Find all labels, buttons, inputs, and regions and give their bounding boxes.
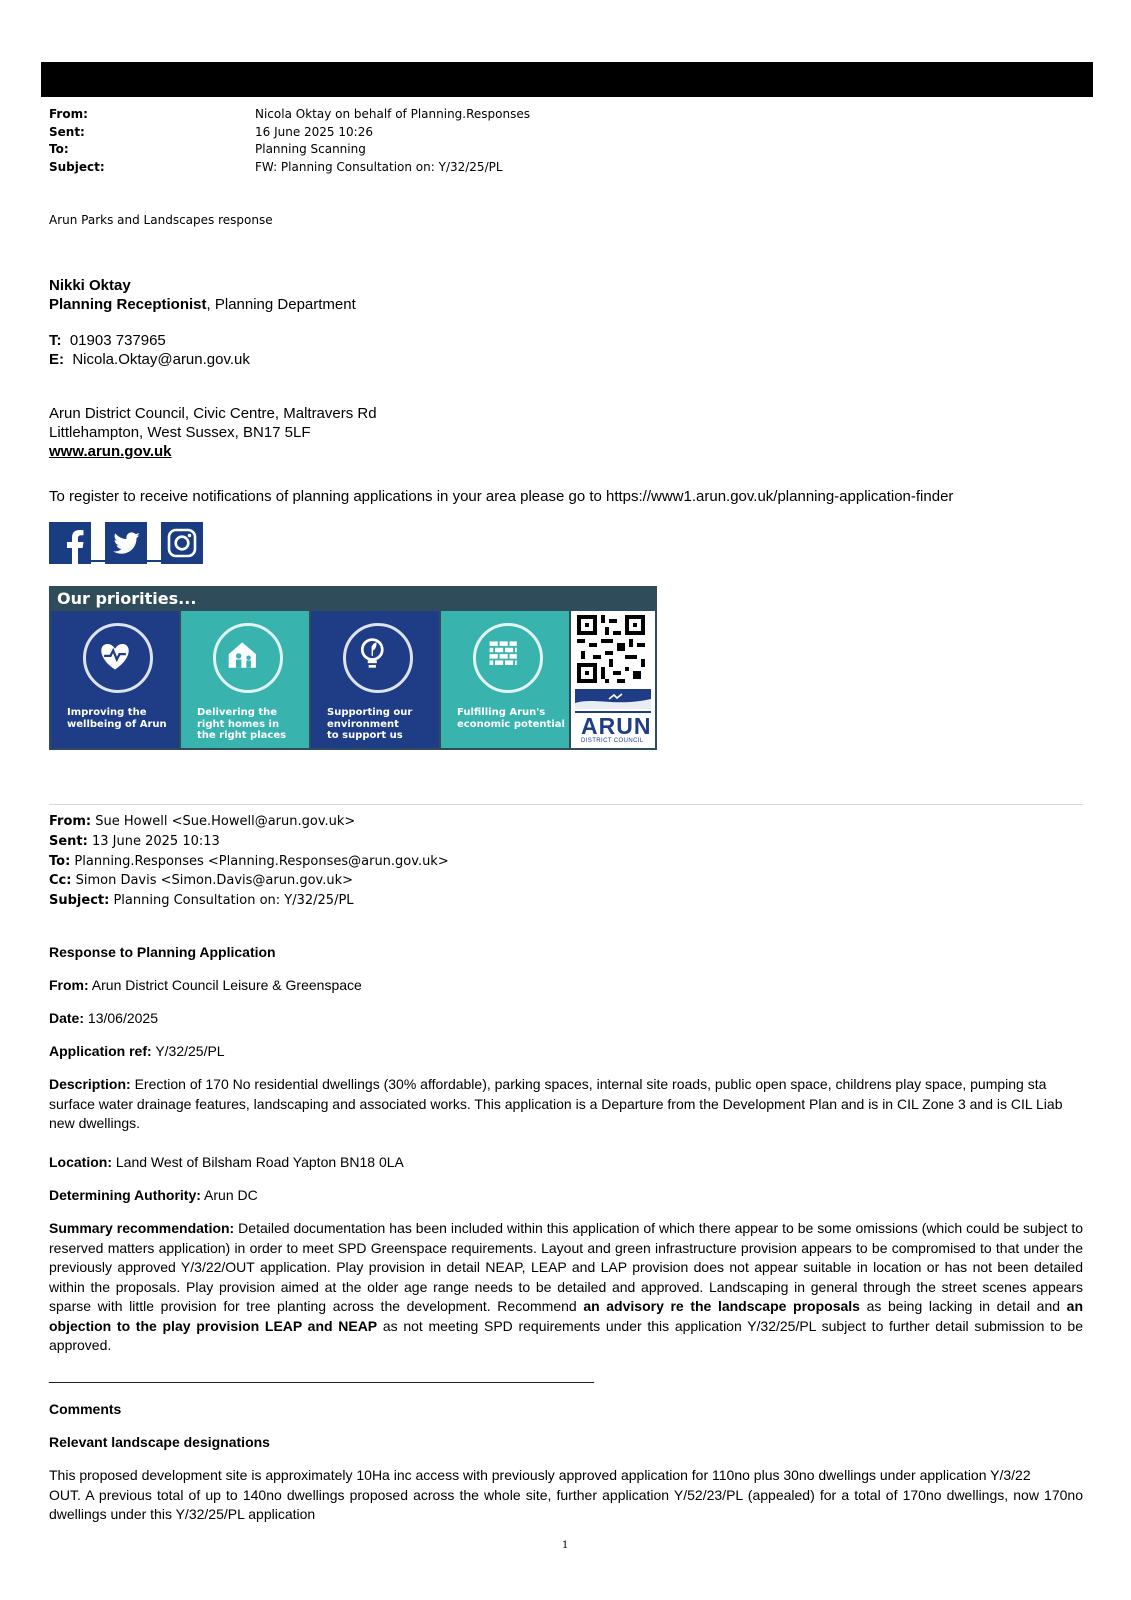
to-label: To:: [49, 142, 69, 156]
authority-value: Arun DC: [204, 1187, 258, 1203]
location-value: Land West of Bilsham Road Yapton BN18 0LA: [115, 1154, 404, 1170]
to-value: Planning Scanning: [255, 142, 366, 156]
fwd-cc-label: Cc:: [49, 873, 72, 889]
determining-authority: [49, 1186, 1083, 1206]
from-label: From:: [49, 107, 88, 121]
signature-name-block: [49, 276, 356, 314]
designations-text: OUT. A previous total of up to 140no dwellings proposed across the whole site, further application Y/52/23/PL (appealed) for a total of 170no dwellings, now 170no dwellings under this Y/32/25/PL application: [49, 1486, 1083, 1522]
location: [49, 1153, 1083, 1173]
summary-text: as being lacking in detail and: [866, 1298, 1061, 1314]
social-links: [49, 522, 203, 564]
fwd-sent: 13 June 2025 10:13: [92, 833, 220, 849]
sent-label: Sent:: [49, 124, 85, 139]
description-line: new dwellings.: [49, 1115, 141, 1131]
email-link[interactable]: Nicola.Oktay@arun.gov.uk: [72, 351, 250, 368]
divider: [49, 804, 1083, 805]
arun-logo: [575, 689, 651, 746]
summary-recommendation: [49, 1219, 1083, 1356]
facebook-icon[interactable]: [49, 522, 91, 564]
fwd-cc: Simon Davis <Simon.Davis@arun.gov.uk>: [75, 873, 354, 889]
page-number: 1: [562, 1540, 569, 1551]
tel-value: 01903 737965: [69, 332, 166, 349]
section-divider: ______________________________________________________________________: [49, 1367, 595, 1383]
tile-caption: Delivering the right homes in the right places: [197, 707, 287, 741]
from-value: Nicola Oktay on behalf of Planning.Responses: [255, 107, 530, 121]
tile-caption: Fulfilling Arun's economic potential: [457, 707, 565, 730]
subject-value: FW: Planning Consultation on: Y/32/25/PL: [255, 159, 503, 174]
address-line-2: Littlehampton, West Sussex, BN17 5LF: [49, 424, 311, 441]
sent-value: 16 June 2025 10:26: [255, 124, 373, 139]
signature-role: Planning Receptionist: [49, 296, 207, 313]
subject-label: Subject:: [49, 159, 105, 174]
application-ref-label: Application ref:: [49, 1043, 152, 1059]
twitter-icon[interactable]: [105, 522, 147, 564]
location-label: Location:: [49, 1154, 112, 1170]
email-label: E:: [49, 351, 64, 368]
fwd-to-label: To:: [49, 853, 71, 869]
register-notice: To register to receive notifications of planning applications in your area please go to https://www1.arun.gov.uk/planning-application-finder: [49, 488, 954, 505]
arun-logo-text: ARUN: [581, 713, 652, 739]
designations-line: This proposed development site is approximately 10Ha inc access with previously approved application for 110no plus 30no dwellings under application Y/3/22: [49, 1467, 1031, 1483]
priority-tile-homes: [181, 611, 309, 748]
fwd-sent-label: Sent:: [49, 833, 88, 849]
lightbulb-icon: [343, 623, 413, 693]
signature-department: , Planning Department: [206, 296, 356, 313]
tel-label: T:: [49, 332, 62, 349]
response-from: [49, 976, 1083, 996]
logo-tile: [571, 611, 655, 748]
fwd-from: Sue Howell <Sue.Howell@arun.gov.uk>: [95, 814, 356, 829]
response-date: [49, 1009, 1083, 1029]
fwd-from-label: From:: [49, 814, 92, 829]
priority-tile-wellbeing: [51, 611, 179, 748]
authority-label: Determining Authority:: [49, 1187, 201, 1203]
signature-address: [49, 404, 377, 461]
application-ref-value: Y/32/25/PL: [155, 1043, 225, 1059]
response-from-label: From:: [49, 977, 89, 993]
signature-name: Nikki Oktay: [49, 277, 131, 294]
fwd-subject: Planning Consultation on: Y/32/25/PL: [113, 893, 354, 909]
qr-code-icon: [577, 615, 645, 683]
response-date-label: Date:: [49, 1010, 85, 1026]
description-label: Description:: [49, 1076, 131, 1092]
application-ref: [49, 1042, 1083, 1062]
fwd-subject-label: Subject:: [49, 893, 110, 909]
signature-contact: [49, 331, 250, 369]
forwarded-header: [49, 812, 449, 911]
address-line-1: Arun District Council, Civic Centre, Maltravers Rd: [49, 405, 377, 422]
summary-advisory: an advisory re the landscape proposals: [583, 1298, 860, 1314]
summary-objection: an objection to the play provision LEAP and NEAP: [49, 1298, 1084, 1334]
arun-logo-subtext: DISTRICT COUNCIL: [581, 738, 644, 744]
email-header: [49, 106, 530, 176]
priority-tile-economy: [441, 611, 569, 748]
fwd-to: Planning.Responses <Planning.Responses@arun.gov.uk>: [74, 853, 449, 869]
designations-heading: Relevant landscape designations: [49, 1434, 270, 1450]
brick-wall-icon: [473, 623, 543, 693]
redaction-bar: [41, 62, 1093, 97]
response-date-value: 13/06/2025: [87, 1010, 158, 1026]
response-heading: Response to Planning Application: [49, 944, 276, 960]
response-from-value: Arun District Council Leisure & Greenspace: [91, 977, 362, 993]
summary-text: as not meeting SPD requirements under this application Y/32/25/PL subject to further detail submission to be approved.: [49, 1317, 1084, 1353]
intro-note: Arun Parks and Landscapes response: [49, 213, 273, 227]
description-line: Erection of 170 No residential dwellings (30% affordable), parking spaces, internal site roads, public open space, childrens play space, pumping sta: [134, 1076, 1047, 1092]
instagram-icon[interactable]: [161, 522, 203, 564]
summary-text: Detailed documentation has been included within this application of which there appear to be some omissions (which could be subject to reserved matters application) in order to meet SPD Greenspace requirements. Layout and green infrastructure provision appears to be compromised to that under the previously approved Y/3/22/OUT application. Play provision in detail NEAP, LEAP and LAP provision does not appear suitable in location or has not been detailed within the proposals. Play provision aimed at the older age range needs to be detailed and approved. Landscaping in general through the street scenes appears sparse with little provision for tree planting across the development. Recommend: [49, 1220, 1083, 1314]
description-line: surface water drainage features, landscaping and associated works. This application is a Departure from the Development Plan and is in CIL Zone 3 and is CIL Liab: [49, 1095, 1063, 1112]
separator: [147, 560, 161, 562]
description: [49, 1075, 1131, 1134]
tile-caption: Improving the wellbeing of Arun: [67, 707, 167, 730]
website-link[interactable]: www.arun.gov.uk: [49, 443, 172, 460]
summary-label: Summary recommendation:: [49, 1220, 235, 1236]
priority-tile-environment: [311, 611, 439, 748]
tile-caption: Supporting our environment to support us: [327, 707, 413, 741]
home-icon: [213, 623, 283, 693]
priorities-banner: [49, 586, 657, 750]
separator: [91, 560, 105, 562]
comments-heading: Comments: [49, 1401, 122, 1417]
banner-title: Our priorities...: [57, 589, 197, 608]
heart-icon: [83, 623, 153, 693]
